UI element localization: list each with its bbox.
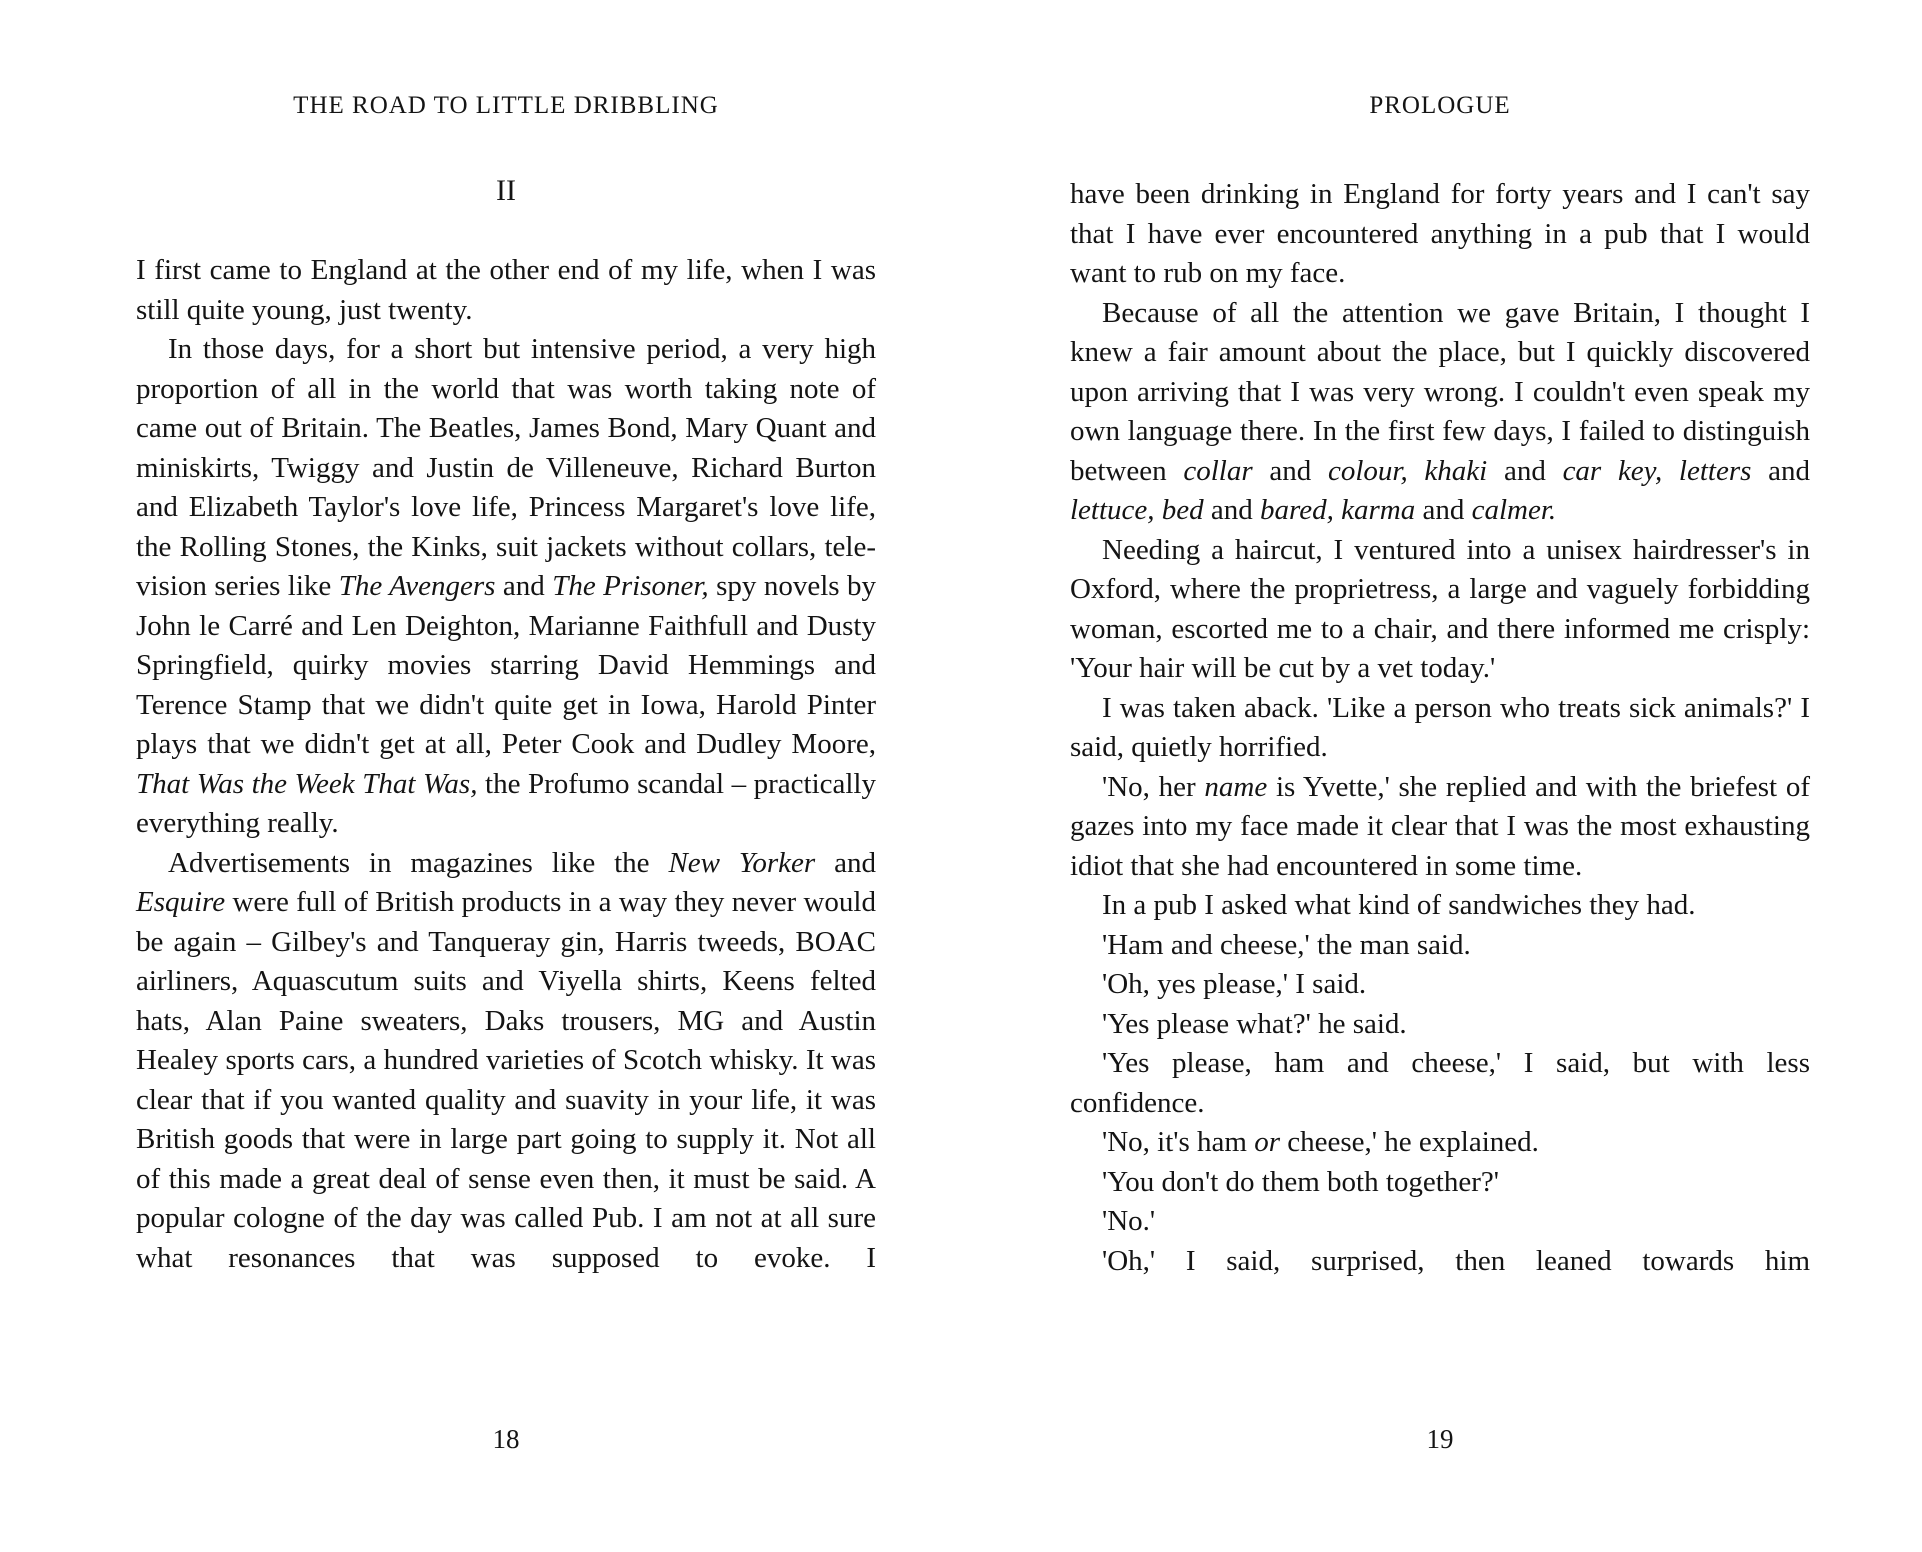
text-run: 'No.'	[1102, 1205, 1156, 1237]
text-run: have been drinking in England for forty years and I can't say that I have ever encountered anything in a pub that I would want to rub on my face.	[1070, 178, 1810, 289]
italic-word: car key, letters	[1562, 454, 1752, 487]
running-head-book-title: THE ROAD TO LITTLE DRIBBLING	[293, 92, 719, 119]
text-run: and	[1252, 454, 1328, 487]
text-run: 'Ham and cheese,' the man said.	[1102, 928, 1471, 961]
right-body-text	[1070, 175, 1810, 1281]
paragraph	[1070, 1005, 1810, 1045]
right-page	[960, 0, 1922, 1552]
italic-title: That Was the Week That Was,	[136, 767, 478, 800]
italic-word: calmer.	[1471, 494, 1557, 526]
text-run: cheese,' he explained.	[1280, 1126, 1539, 1158]
text-run: Because of all the attention we gave Britain, I thought I knew a fair amount about the place, but I quickly discovered upon arriving that I was very wrong. I couldn't even speak my own language there. In the first few days, I failed to distinguish between	[1070, 296, 1810, 487]
text-run: and	[1203, 494, 1261, 526]
paragraph	[1070, 965, 1810, 1005]
paragraph	[1070, 1044, 1810, 1123]
italic-title: New Yorker	[668, 846, 816, 879]
paragraph	[136, 844, 876, 1279]
italic-word: collar	[1183, 454, 1253, 487]
text-run: I first came to England at the other end of my life, when I was still quite young, just twenty.	[136, 254, 876, 326]
italic-title: The Avengers	[338, 570, 496, 602]
paragraph	[1070, 175, 1810, 294]
left-body-text	[136, 251, 876, 1278]
text-run: 'You don't do them both together?'	[1102, 1165, 1499, 1198]
italic-word: name	[1204, 770, 1268, 803]
paragraph	[1070, 1163, 1810, 1203]
paragraph	[1070, 1242, 1810, 1282]
text-run: and	[495, 570, 553, 602]
text-run: and	[1751, 454, 1811, 487]
left-page	[0, 0, 960, 1552]
italic-word: or	[1254, 1126, 1281, 1158]
text-run: 'No, it's ham	[1102, 1126, 1255, 1158]
paragraph	[1070, 1202, 1810, 1242]
italic-word: bared, karma	[1260, 494, 1416, 526]
text-run: spy novels by John le Carré and Len Deighton, Marianne Faithfull and Dusty Springfield, quirky movies starring David Hemmings and Terence Stamp that we didn't quite get in Iowa, Harold Pinter plays that we didn't get at all, Peter Cook and Dudley Moore,	[136, 570, 876, 760]
text-run: In those days, for a short but intensive period, a very high proportion of all in the world that was worth taking note of came out of Britain. The Beatles, James Bond, Mary Quant and miniskirts, Twiggy and Justin de Villeneuve, Richard Burton and Elizabeth Taylor's love life, Princess Margaret's love life, the Rolling Stones, the Kinks, suit jackets without collars, television series like	[136, 333, 876, 602]
text-run: 'Oh, yes please,' I said.	[1102, 968, 1367, 1000]
text-run: and	[1487, 454, 1563, 487]
italic-title: The Prisoner,	[552, 570, 709, 602]
page-number: 19	[1426, 1424, 1454, 1454]
paragraph	[1070, 886, 1810, 926]
text-run: Needing a haircut, I ventured into a unisex hairdresser's in Oxford, where the proprietress, a large and vaguely forbidding woman, escorted me to a chair, and there informed me crisply: 'Your hair will be cut by a vet today.'	[1070, 533, 1810, 684]
text-run: 'No, her	[1102, 770, 1205, 803]
text-run: were full of British products in a way they never would be again – Gilbey's and Tanqueray gin, Harris tweeds, BOAC airliners, Aquascutum suits and Viyella shirts, Keens felted hats, Alan Paine sweaters, Daks trousers, MG and Austin Healey sports cars, a hundred varieties of Scotch whisky. It was clear that if you wanted quality and suavity in your life, it was British goods that were in large part going to supply it. Not all of this made a great deal of sense even then, it must be said. A popular cologne of the day was called Pub. I am not at all sure what resonances that was supposed to evoke. I	[136, 886, 876, 1274]
paragraph	[136, 330, 876, 844]
italic-title: Esquire	[136, 886, 226, 918]
italic-word: lettuce, bed	[1070, 494, 1204, 526]
paragraph	[1070, 531, 1810, 689]
text-run: the Profumo scandal – practically everything really.	[136, 767, 876, 839]
page-number: 18	[492, 1424, 520, 1454]
paragraph	[1070, 1123, 1810, 1163]
paragraph	[1070, 689, 1810, 768]
text-run: In a pub I asked what kind of sandwiches they had.	[1102, 889, 1696, 921]
text-run: Advertisements in magazines like the	[168, 846, 669, 879]
paragraph	[1070, 294, 1810, 531]
italic-word: colour, khaki	[1327, 454, 1488, 487]
running-head-chapter-title: PROLOGUE	[1369, 92, 1511, 119]
text-run: is Yvette,' she replied and with the briefest of gazes into my face made it clear that I was the most exhausting idiot that she had encountered in some time.	[1070, 770, 1810, 882]
text-run: 'Yes please what?' he said.	[1102, 1007, 1407, 1040]
paragraph	[136, 251, 876, 330]
paragraph	[1070, 768, 1810, 887]
paragraph	[1070, 926, 1810, 966]
text-run: 'Oh,' I said, surprised, then leaned towards him	[1102, 1244, 1810, 1277]
text-run: 'Yes please, ham and cheese,' I said, but with less confidence.	[1070, 1047, 1810, 1119]
text-run: I was taken aback. 'Like a person who treats sick animals?' I said, quietly horrified.	[1070, 691, 1810, 763]
section-number: II	[496, 174, 516, 207]
text-run: and	[815, 846, 877, 879]
text-run: and	[1415, 494, 1472, 526]
